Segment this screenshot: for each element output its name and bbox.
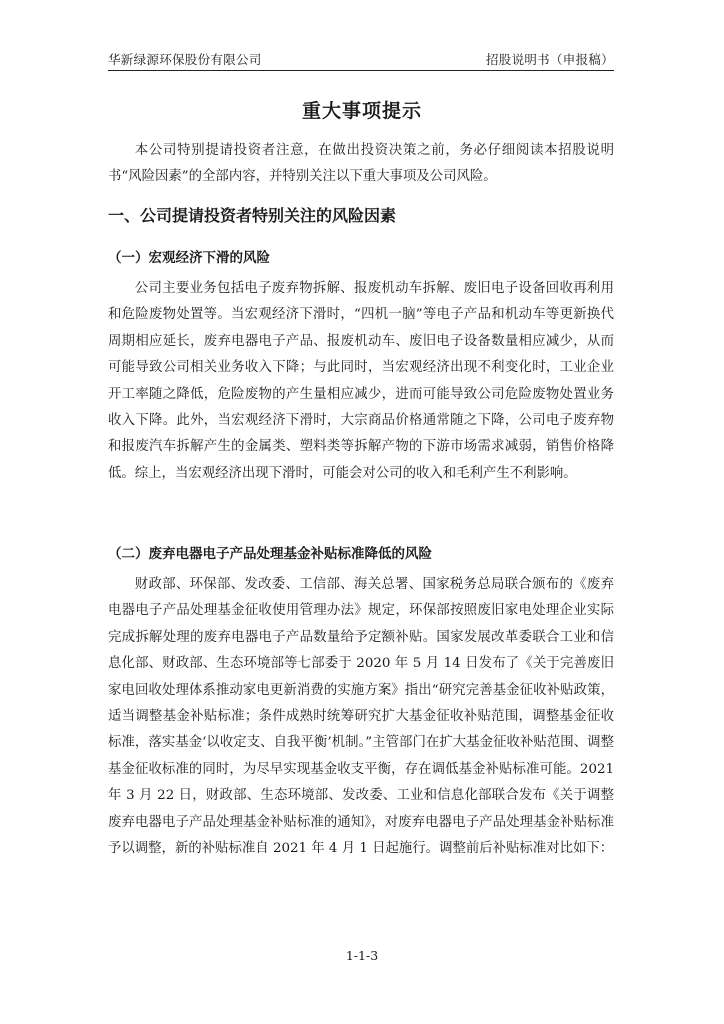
section-heading-risk-factors: 一、公司提请投资者特别关注的风险因素 [108, 206, 397, 225]
intro-paragraph: 本公司特别提请投资者注意，在做出投资决策之前，务必仔细阅读本招股说明书“风险因素”的全部内容，并特别关注以下重大事项及公司风险。 [108, 143, 614, 185]
page-title: 重大事项提示 [301, 100, 422, 122]
page-number: 1-1-3 [345, 948, 379, 963]
subsidy-paragraph: 财政部、环保部、发改委、工信部、海关总署、国家税务总局联合颁布的《废弃电器电子产品处理基金征收使用管理办法》规定，环保部按照废旧家电处理企业实际完成拆解处理的废弃电器电子产品数量给予定额补贴。国家发展改革委联合工业和信息化部、财政部、生态环境部等七部委于 2020 年 5 月 14 日发布了《关于完善废旧家电回收处理体系推动家电更新消费的实施方案》指出“研究完善基金征收补贴政策，适当调整基金补贴标准；条件成熟时统筹研究扩大基金征收补贴范围，调整基金征收标准，落实基金‘以收定支、自我平衡’机制。”主管部门在扩大基金征收补贴范围、调整基金征收标准的同时，为尽早实现基金收支平衡，存在调低基金补贴标准可能。2021 年 3 月 22 日，财政部、生态环境部、发改委、工业和信息化部联合发布《关于调整废弃电器电子产品处理基金补贴标准的通知》，对废弃电器电子产品处理基金补贴标准予以调整，新的补贴标准自 2021 年 4 月 1 日起施行。调整前后补贴标准对比如下： [108, 577, 614, 857]
macro-economy-paragraph: 公司主要业务包括电子废弃物拆解、报废机动车拆解、废旧电子设备回收再利用和危险废物处置等。当宏观经济下滑时，“四机一脑”等电子产品和机动车等更新换代周期相应延长，废弃电器电子产品、报废机动车、废旧电子设备数量相应减少，从而可能导致公司相关业务收入下降；与此同时，当宏观经济出现不利变化时，工业企业开工率随之降低，危险废物的产生量相应减少，进而可能导致公司危险废物处置业务收入下降。此外，当宏观经济下滑时，大宗商品价格通常随之下降，公司电子废弃物和报废汽车拆解产生的金属类、塑料类等拆解产物的下游市场需求减弱，销售价格降低。综上，当宏观经济出现下滑时，可能会对公司的收入和毛利产生不利影响。 [108, 281, 614, 481]
subsection-heading-macro-economy: （一）宏观经济下滑的风险 [108, 250, 270, 266]
page-header [108, 50, 614, 71]
subsection-heading-subsidy: （二）废弃电器电子产品处理基金补贴标准降低的风险 [108, 546, 432, 562]
header-company: 华新绿源环保股份有限公司 [108, 52, 262, 67]
header-doc-type: 招股说明书（申报稿） [485, 52, 614, 67]
